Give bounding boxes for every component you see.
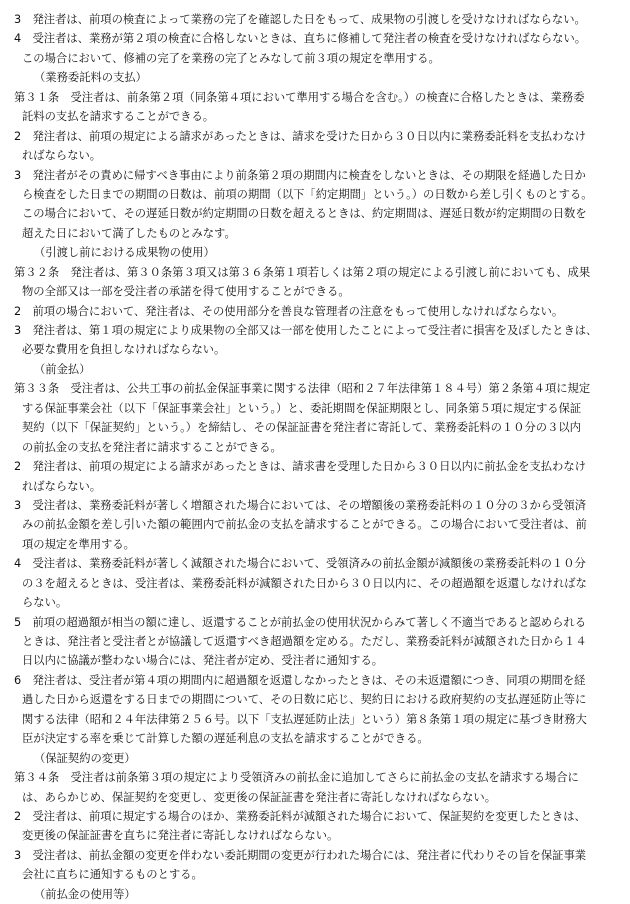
continuation-line: ればならない。: [22, 479, 102, 493]
continuation-line: みの前払金額を差し引いた額の範囲内で前払金の支払を請求することができる。この場合において受注者は、前: [22, 518, 587, 532]
article-line: 第３３条 受注者は、公共工事の前払金保証事業に関する法律（昭和２７年法律第１８４号）第２条第４項に規定: [14, 382, 591, 396]
section-heading: （引渡し前における成果物の使用）: [34, 246, 215, 260]
continuation-line: 超えた日において満了したものとみなす。: [22, 226, 236, 240]
paragraph-line: 5 前項の超過額が相当の額に達し、返還することが前払金の使用状況からみて著しく不適当であると認められる: [14, 615, 587, 629]
continuation-line: 過した日から返還をする日までの期間について、その日数に応じ、契約日における政府契約の支払遅延防止等に: [22, 693, 587, 707]
continuation-line: ら検査をした日までの期間の日数は、前項の期間（以下「約定期間」という。）の日数から差し引くものとする。: [22, 187, 593, 201]
section-heading: （前金払）: [34, 362, 91, 376]
paragraph-line: 3 発注者は、前項の検査によって業務の完了を確認した日をもって、成果物の引渡しを受けなければならない。: [14, 13, 586, 26]
paragraph-line: 2 前項の場合において、発注者は、その使用部分を善良な管理者の注意をもって使用しなければならない。: [14, 304, 564, 318]
continuation-line: する保証事業会社（以下「保証事業会社」という。）と、委託期間を保証期限とし、同条第５項に規定する保証: [22, 401, 582, 415]
paragraph-line: 6 発注者は、受注者が第４項の期間内に超過額を返還しなかったときは、その未返還額につき、同項の期間を経: [14, 673, 586, 687]
continuation-line: ればならない。: [22, 149, 102, 163]
continuation-line: の前払金の支払を発注者に請求することができる。: [22, 440, 282, 454]
paragraph-line: 2 受注者は、前項に規定する場合のほか、業務委託料が減額された場合において、保証契約を変更したときは、: [14, 809, 586, 823]
continuation-line: らない。: [22, 596, 68, 610]
continuation-line: この場合において、修補の完了を業務の完了とみなして前３項の規定を準用する。: [22, 51, 440, 65]
section-heading: （前払金の使用等）: [34, 887, 136, 901]
continuation-line: 臣が決定する率を乗じて計算した額の遅延利息の支払を請求することができる。: [22, 732, 429, 746]
article-line: 第３１条 受注者は、前条第２項（同条第４項において準用する場合を含む。）の検査に合格したときは、業務委: [14, 90, 585, 104]
continuation-line: 託料の支払を請求することができる。: [22, 110, 215, 124]
article-line: 第３４条 受注者は前条第３項の規定により受領済みの前払金に追加してさらに前払金の支払を請求する場合に: [14, 771, 579, 785]
article-line: 第３２条 発注者は、第３０条第３項又は第３６条第１項若しくは第２項の規定による引渡し前においても、成果: [14, 265, 591, 279]
continuation-line: 物の全部又は一部を受注者の承諾を得て使用することができる。: [22, 285, 350, 299]
paragraph-line: 4 受注者は、業務が第２項の検査に合格しないときは、直ちに修補して発注者の検査を受けなければならない。: [14, 32, 587, 46]
paragraph-line: 3 受注者は、前払金額の変更を伴わない委託期間の変更が行われた場合には、発注者に代わりその旨を保証事業: [14, 848, 587, 862]
continuation-line: 変更後の保証証書を直ちに発注者に寄託しなければならない。: [22, 829, 339, 843]
section-heading: （保証契約の変更）: [34, 751, 136, 765]
continuation-line: 会社に直ちに通知するものとする。: [22, 868, 203, 882]
paragraph-line: 3 発注者は、第１項の規定により成果物の全部又は一部を使用したことによって受注者に損害を及ぼしたときは、: [14, 324, 598, 337]
paragraph-line: 2 発注者は、前項の規定による請求があったときは、請求を受けた日から３０日以内に業務委託料を支払わなけ: [14, 129, 586, 143]
section-heading: （業務委託料の支払）: [34, 71, 147, 85]
continuation-line: 日以内に協議が整わない場合には、発注者が定め、受注者に通知する。: [22, 654, 384, 668]
continuation-line: 関する法律（昭和２４年法律第２５６号。以下「支払遅延防止法」という）第８条第１項の規定に基づき財務大: [22, 712, 587, 726]
paragraph-line: 4 受注者は、業務委託料が著しく減額された場合において、受領済みの前払金額が減額後の業務委託料の１０分: [14, 557, 586, 571]
paragraph-line: 3 発注者がその責めに帰すべき事由により前条第２項の期間内に検査をしないときは、その期限を経過した日か: [14, 168, 586, 182]
paragraph-line: 3 受注者は、業務委託料が著しく増額された場合においては、その増額後の業務委託料の１０分の３から受領済: [14, 498, 587, 512]
continuation-line: の３を超えるときは、受注者は、業務委託料が減額された日から３０日以内に、その超過額を返還しなければな: [22, 576, 587, 590]
continuation-line: 必要な費用を負担しなければならない。: [22, 343, 226, 357]
continuation-line: は、あらかじめ、保証契約を変更し、変更後の保証証書を発注者に寄託しなければならない。: [22, 790, 497, 804]
continuation-line: ときは、発注者と受注者とが協議して返還すべき超過額を定める。ただし、業務委託料が減額された日から１４: [22, 635, 587, 648]
continuation-line: 項の規定を準用する。: [22, 537, 135, 551]
paragraph-line: 2 発注者は、前項の規定による請求があったときは、請求書を受理した日から３０日以内に前払金を支払わなけ: [14, 460, 586, 474]
continuation-line: 契約（以下「保証契約」という。）を締結し、その保証証書を発注者に寄託して、業務委託料の１０分の３以内: [22, 421, 581, 435]
continuation-line: この場合において、その遅延日数が約定期間の日数を超えるときは、約定期間は、遅延日数が約定期間の日数を: [22, 207, 587, 221]
